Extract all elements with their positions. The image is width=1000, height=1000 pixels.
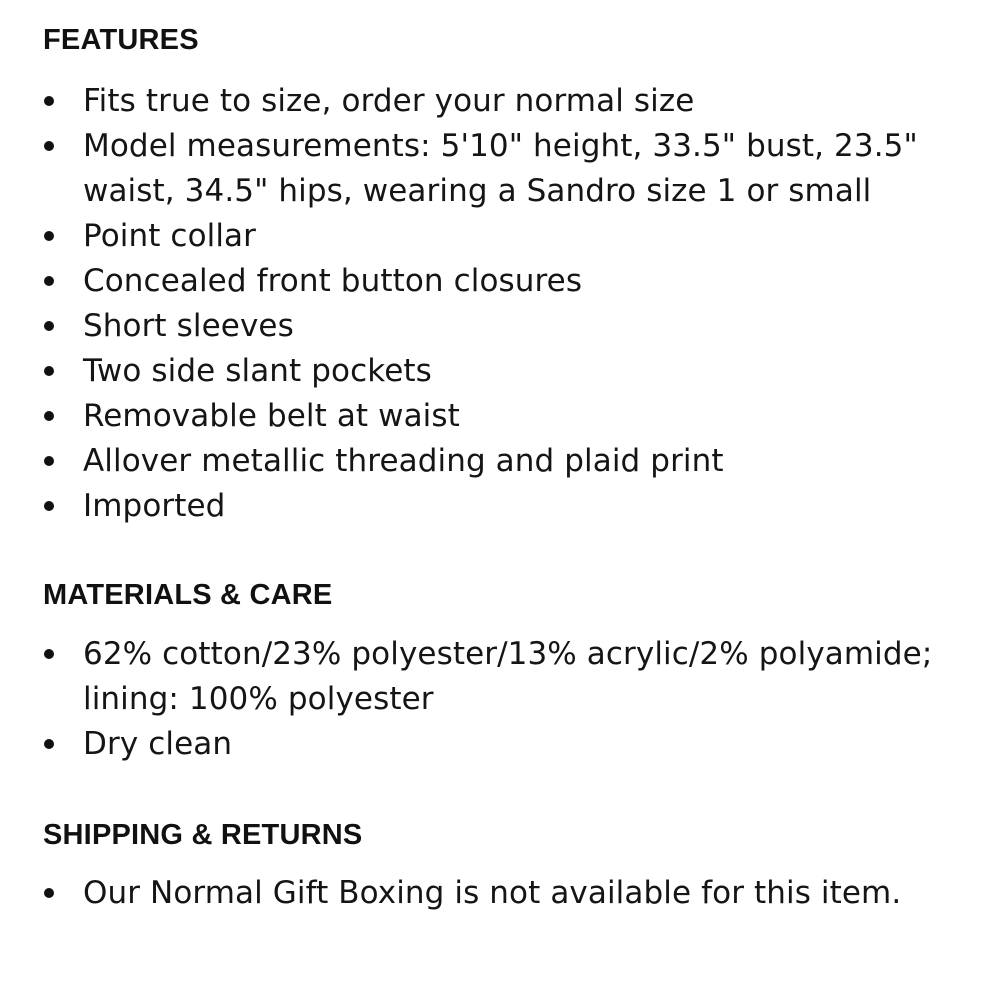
list-item-text: Concealed front button closures xyxy=(83,263,583,299)
list-item xyxy=(43,394,973,439)
list-item xyxy=(43,349,973,394)
list-item xyxy=(43,632,973,722)
list-item-text: Fits true to size, order your normal size xyxy=(83,83,695,119)
bullet-icon xyxy=(44,888,54,898)
bullet-icon xyxy=(44,276,54,286)
bullet-icon xyxy=(44,649,54,659)
list-item xyxy=(43,214,973,259)
list-item xyxy=(43,722,973,767)
materials-care-heading: MATERIALS & CARE xyxy=(43,579,333,611)
list-item xyxy=(43,439,973,484)
list-item xyxy=(43,79,973,124)
shipping-returns-heading: SHIPPING & RETURNS xyxy=(43,819,363,851)
list-item-text: Removable belt at waist xyxy=(83,398,460,434)
list-item xyxy=(43,304,973,349)
list-item-text: Two side slant pockets xyxy=(83,353,432,389)
list-item-text: Our Normal Gift Boxing is not available for this item. xyxy=(83,875,902,911)
list-item xyxy=(43,871,973,916)
features-list xyxy=(43,79,973,529)
bullet-icon xyxy=(44,321,54,331)
bullet-icon xyxy=(44,456,54,466)
list-item-text: Short sleeves xyxy=(83,308,294,344)
list-item xyxy=(43,484,973,529)
bullet-icon xyxy=(44,366,54,376)
list-item-text: Point collar xyxy=(83,218,257,254)
list-item-text: Model measurements: 5'10" height, 33.5" bust, 23.5" waist, 34.5" hips, wearing a Sandro size 1 or small xyxy=(83,128,918,209)
bullet-icon xyxy=(44,501,54,511)
list-item-text: 62% cotton/23% polyester/13% acrylic/2% polyamide; lining: 100% polyester xyxy=(83,636,933,717)
bullet-icon xyxy=(44,141,54,151)
product-details xyxy=(43,24,973,916)
bullet-icon xyxy=(44,231,54,241)
list-item-text: Allover metallic threading and plaid print xyxy=(83,443,724,479)
features-heading: FEATURES xyxy=(43,24,199,56)
shipping-returns-list xyxy=(43,871,973,916)
list-item xyxy=(43,259,973,304)
bullet-icon xyxy=(44,739,54,749)
list-item-text: Imported xyxy=(83,488,226,524)
list-item-text: Dry clean xyxy=(83,726,233,762)
bullet-icon xyxy=(44,96,54,106)
bullet-icon xyxy=(44,411,54,421)
list-item xyxy=(43,124,973,214)
materials-care-list xyxy=(43,632,973,767)
